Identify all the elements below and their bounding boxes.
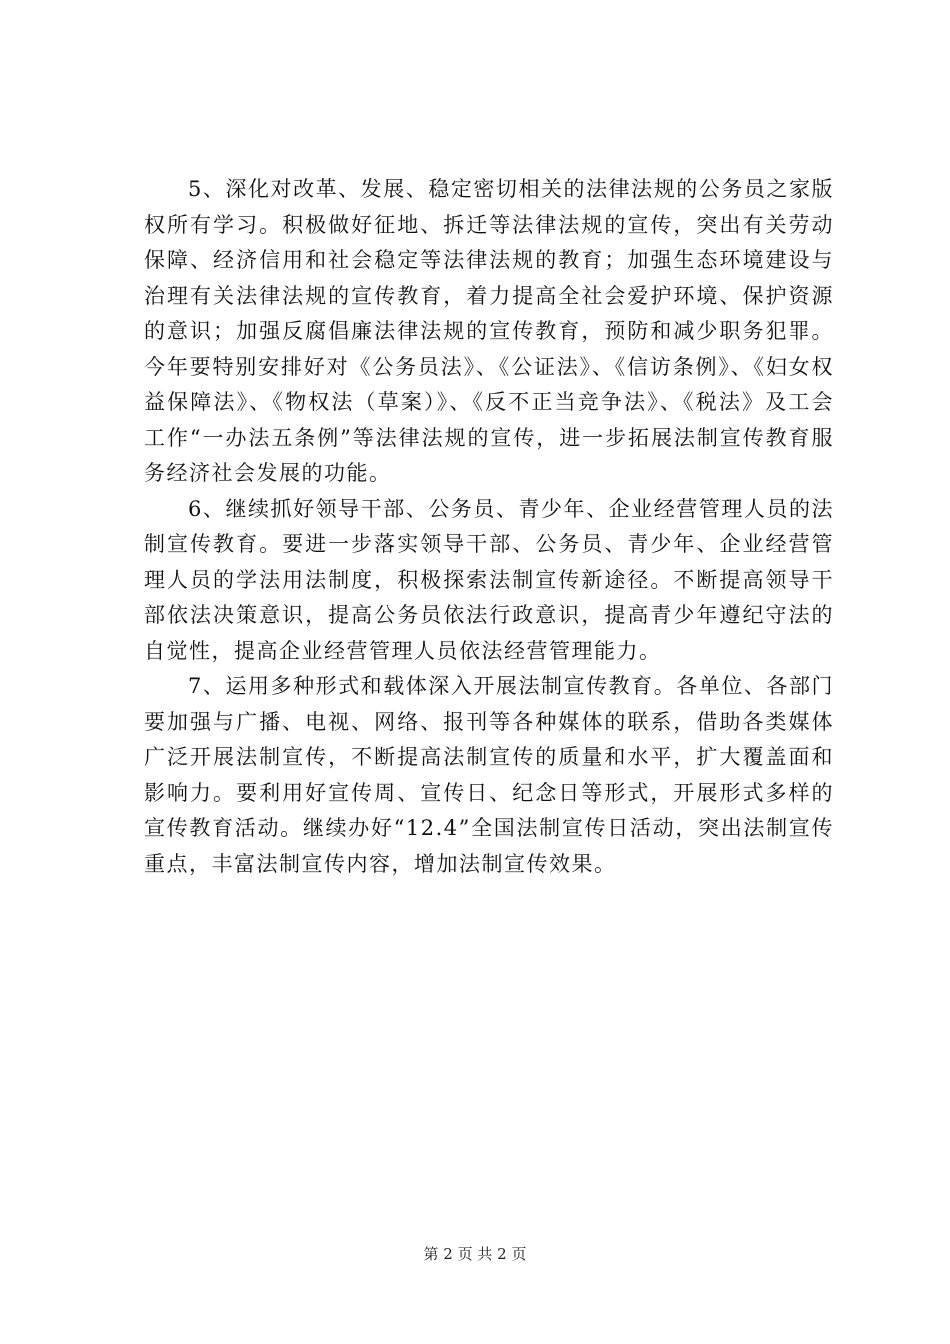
paragraph-item-7: 7、运用多种形式和载体深入开展法制宣传教育。各单位、各部门要加强与广播、电视、网络、报刊等各种媒体的联系，借助各类媒体广泛开展法制宣传，不断提高法制宣传的质量和水平，扩大覆盖面和影响力。要利用好宣传周、宣传日、纪念日等形式，开展形式多样的宣传教育活动。继续办好“12.4”全国法制宣传日活动，突出法制宣传重点，丰富法制宣传内容，增加法制宣传效果。 [144,674,834,876]
page-number-footer: 第 2 页 共 2 页 [423,1245,527,1263]
document-body [144,172,834,882]
paragraph-item-5: 5、深化对改革、发展、稳定密切相关的法律法规的公务员之家版权所有学习。积极做好征地、拆迁等法律法规的宣传，突出有关劳动保障、经济信用和社会稳定等法律法规的教育；加强生态环境建设与治理有关法律法规的宣传教育，着力提高全社会爱护环境、保护资源的意识；加强反腐倡廉法律法规的宣传教育，预防和减少职务犯罪。今年要特别安排好对《公务员法》、《公证法》、《信访条例》、《妇女权益保障法》、《物权法（草案）》、《反不正当竞争法》、《税法》及工会工作“一办法五条例”等法律法规的宣传，进一步拓展法制宣传教育服务经济社会发展的功能。 [144,177,834,485]
paragraph-item-6: 6、继续抓好领导干部、公务员、青少年、企业经营管理人员的法制宣传教育。要进一步落实领导干部、公务员、青少年、企业经营管理人员的学法用法制度，积极探索法制宣传新途径。不断提高领导干部依法决策意识，提高公务员依法行政意识，提高青少年遵纪守法的自觉性，提高企业经营管理人员依法经营管理能力。 [144,496,834,663]
